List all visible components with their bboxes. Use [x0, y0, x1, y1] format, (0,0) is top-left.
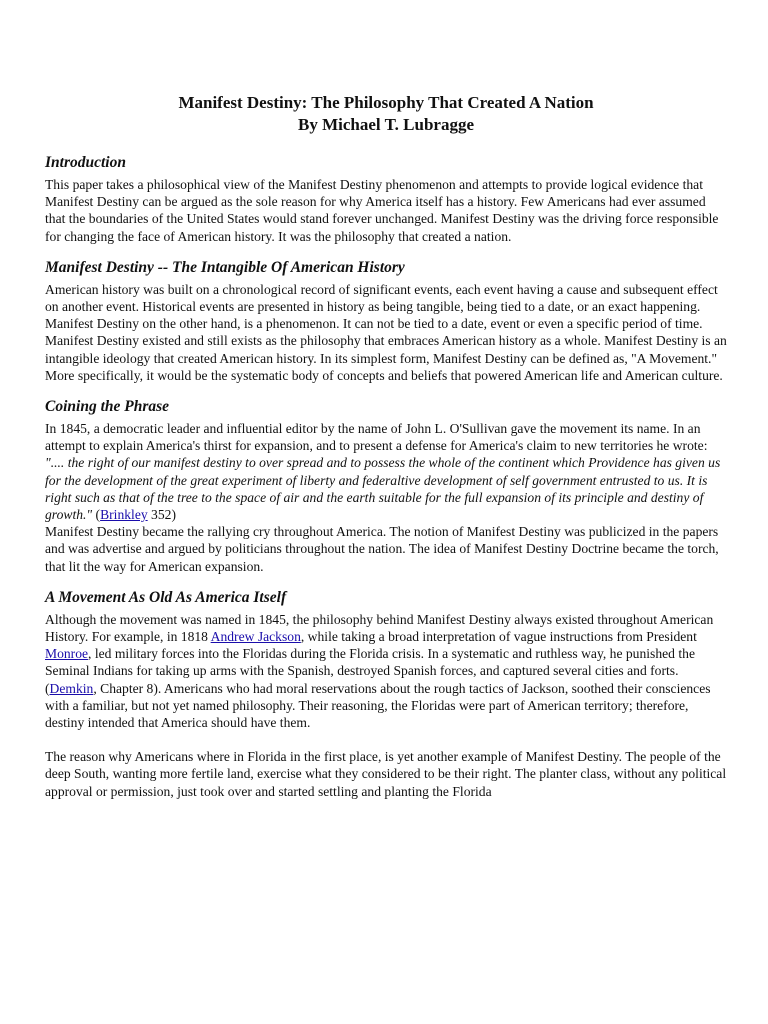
text-run: , while taking a broad interpretation of vague instructions from President — [300, 629, 697, 645]
text-run: , led military forces into the Floridas during the Florida crisis. In a systematic and ruthless way, he punished the Seminal Indians for taking up arms with the Spanish, destroyed Spanish forces, and captured several cities and forts. ( — [45, 646, 695, 696]
title-line: Manifest Destiny: The Philosophy That Created A Nation — [178, 93, 594, 112]
link-monroe[interactable]: Monroe — [45, 646, 89, 662]
paragraph: In 1845, a democratic leader and influential editor by the name of John L. O'Sullivan gave the movement its name. In an attempt to explain America's thirst for expansion, and to present a defense for America's claim to new territories he wrote: — [45, 421, 708, 454]
citation-open: ( — [92, 507, 101, 523]
paragraph — [45, 611, 727, 731]
section-heading: Coining the Phrase — [45, 398, 170, 416]
paragraph-gap — [45, 731, 727, 748]
link-brinkley[interactable]: Brinkley — [100, 507, 148, 523]
text-run: , Chapter 8). Americans who had moral reservations about the rough tactics of Jackson, soothed their consciences with a familiar, but not yet named philosophy. Their reasoning, the Floridas were part of American territory; therefore, destiny intended that America should have them. — [45, 680, 711, 731]
link-andrew-jackson[interactable]: Andrew Jackson — [210, 629, 301, 645]
author-line: By Michael T. Lubragge — [298, 115, 474, 134]
section-heading: Manifest Destiny -- The Intangible Of American History — [45, 258, 405, 276]
section-intangible — [45, 258, 727, 384]
citation-close: 352) — [147, 507, 176, 523]
paragraph: American history was built on a chronological record of significant events, each event having a cause and subsequent effect on another event. Historical events are presented in history as being tangible, being tied to a date, or an exact happening. Manifest Destiny on the other hand, is a phenomenon. It can not be tied to a date, event or even a specific period of time. Manifest Destiny existed and still exists as the philosophy that embraces American history as a whole. Manifest Destiny is an intangible ideology that created American history. In its simplest form, Manifest Destiny can be defined as, "A Movement." More specifically, it would be the systematic body of concepts and beliefs that powered American life and American culture. — [45, 281, 727, 383]
document-title — [45, 92, 727, 136]
section-heading: A Movement As Old As America Itself — [45, 588, 287, 606]
section-movement-old — [45, 588, 727, 800]
quote-paragraph — [45, 454, 727, 523]
osullivan-quote: ".... the right of our manifest destiny to over spread and to possess the whole of the continent which Providence has given us for the development of the great experiment of liberty and federaltive development of self government entrusted to us. It is right such as that of the tree to the space of air and the earth suitable for the full expansion of its principle and destiny of growth." — [45, 455, 721, 523]
section-heading: Introduction — [45, 154, 126, 171]
section-introduction — [45, 153, 727, 245]
section-coining-phrase — [45, 397, 727, 575]
link-demkin[interactable]: Demkin — [49, 680, 94, 696]
paragraph: Manifest Destiny became the rallying cry throughout America. The notion of Manifest Destiny was publicized in the papers and was advertise and argued by politicians throughout the nation. The idea of Manifest Destiny Doctrine became the torch, that lit the way for American expansion. — [45, 524, 719, 574]
text-run: Although the movement was named in 1845, the philosophy behind Manifest Destiny always existed throughout American History. For example, in 1818 — [45, 611, 714, 645]
document-page — [45, 92, 727, 813]
paragraph: This paper takes a philosophical view of the Manifest Destiny phenomenon and attempts to provide logical evidence that Manifest Destiny can be argued as the sole reason for why America itself has a history. Few Americans had ever assumed that the boundaries of the United States would stand forever unchanged. Manifest Destiny was the driving force responsible for changing the face of American history. It was the philosophy that created a nation. — [45, 177, 719, 244]
paragraph: The reason why Americans where in Florida in the first place, is yet another example of Manifest Destiny. The people of the deep South, wanting more fertile land, exercise what they considered to be their right. The planter class, without any political approval or permission, just took over and started settling and planting the Florida — [45, 749, 727, 799]
